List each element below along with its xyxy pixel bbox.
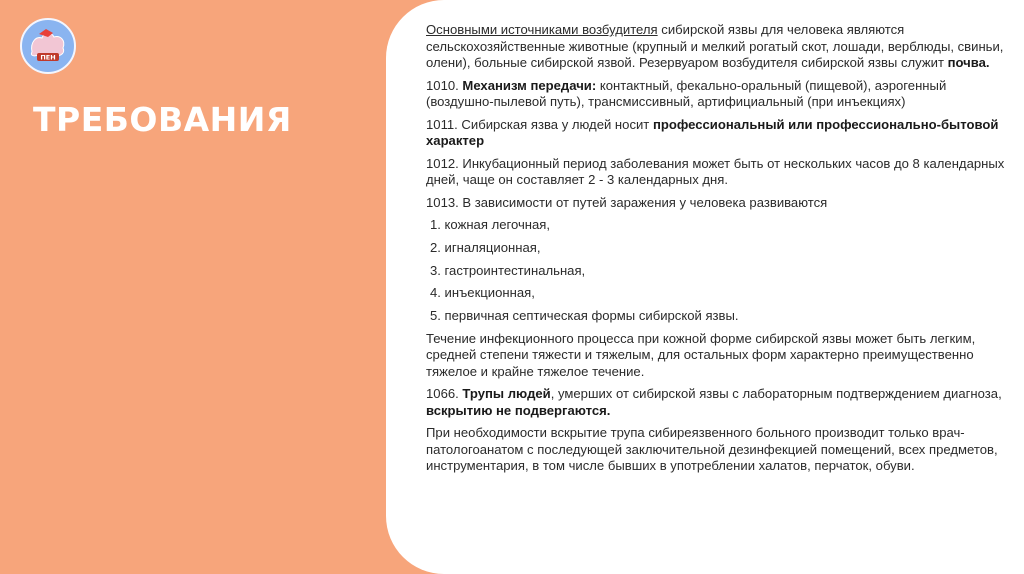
list-item: 1. кожная легочная, xyxy=(430,217,551,232)
logo xyxy=(20,18,76,74)
page-title: ТРЕБОВАНИЯ xyxy=(33,100,292,139)
paragraph-1010 xyxy=(426,78,1006,111)
paragraph-1066 xyxy=(426,386,1006,419)
p1010-text: контактный, фекально-оральный (пищевой), аэрогенный (воздушно-пылевой путь), трансмиссивный, артифициальный (при инъекциях) xyxy=(426,77,947,109)
p1010-number: 1010. xyxy=(426,77,463,93)
list-item: 4. инъекционная, xyxy=(430,285,535,301)
paragraph-sources xyxy=(426,22,1006,72)
paragraph-1012: 1012. Инкубационный период заболевания может быть от нескольких часов до 8 календарных дней, чаще он составляет 2 - 3 календарных дня. xyxy=(426,155,1005,187)
forms-list xyxy=(426,217,1006,325)
p1066-text: , умерших от сибирской язвы с лабораторным подтверждением диагноза, xyxy=(550,386,1002,402)
content-text xyxy=(426,22,1006,481)
p1010-bold: Механизм передачи: xyxy=(462,77,597,93)
sources-text: сибирской язвы для человека являются сельскохозяйственные животные (крупный и мелкий рогатый скот, лошади, верблюды, свиньи, олени), больные сибирской язвой. Резервуаром возбудителя сибирской язвы служит xyxy=(426,22,1004,70)
p1066-bold-2: вскрытию не подвергаются. xyxy=(426,402,611,418)
sources-bold: почва. xyxy=(947,55,990,70)
sources-underlined: Основными источниками возбудителя xyxy=(426,22,658,37)
paragraph-course: Течение инфекционного процесса при кожной форме сибирской язвы может быть легким, средней степени тяжести и тяжелым, для остальных форм характерно преимущественно тяжелое и крайне тяжелое течение. xyxy=(426,330,976,379)
p1011-bold: профессиональный или профессионально-бытовой характер xyxy=(426,116,999,148)
p1066-number: 1066. xyxy=(426,386,463,402)
list-item: 3. гастроинтестинальная, xyxy=(430,262,586,278)
logo-text: ПЕН xyxy=(40,53,56,62)
p1066-bold-1: Трупы людей xyxy=(462,386,551,402)
paragraph-1013: 1013. В зависимости от путей заражения у человека развиваются xyxy=(426,194,828,210)
paragraph-autopsy: При необходимости вскрытие трупа сибиреязвенного больного производит только врач-патологоанатом с последующей заключительной дезинфекцией помещений, всех предметов, инструментария, в том числе бывших в употреблении халатов, перчаток, обуви. xyxy=(426,425,998,474)
list-item: 2. игналяционная, xyxy=(430,239,541,255)
paragraph-1011 xyxy=(426,117,1006,150)
p1011-text: 1011. Сибирская язва у людей носит xyxy=(426,116,653,132)
logo-emblem-icon xyxy=(22,20,74,72)
list-item: 5. первичная септическая формы сибирской язвы. xyxy=(430,308,739,324)
